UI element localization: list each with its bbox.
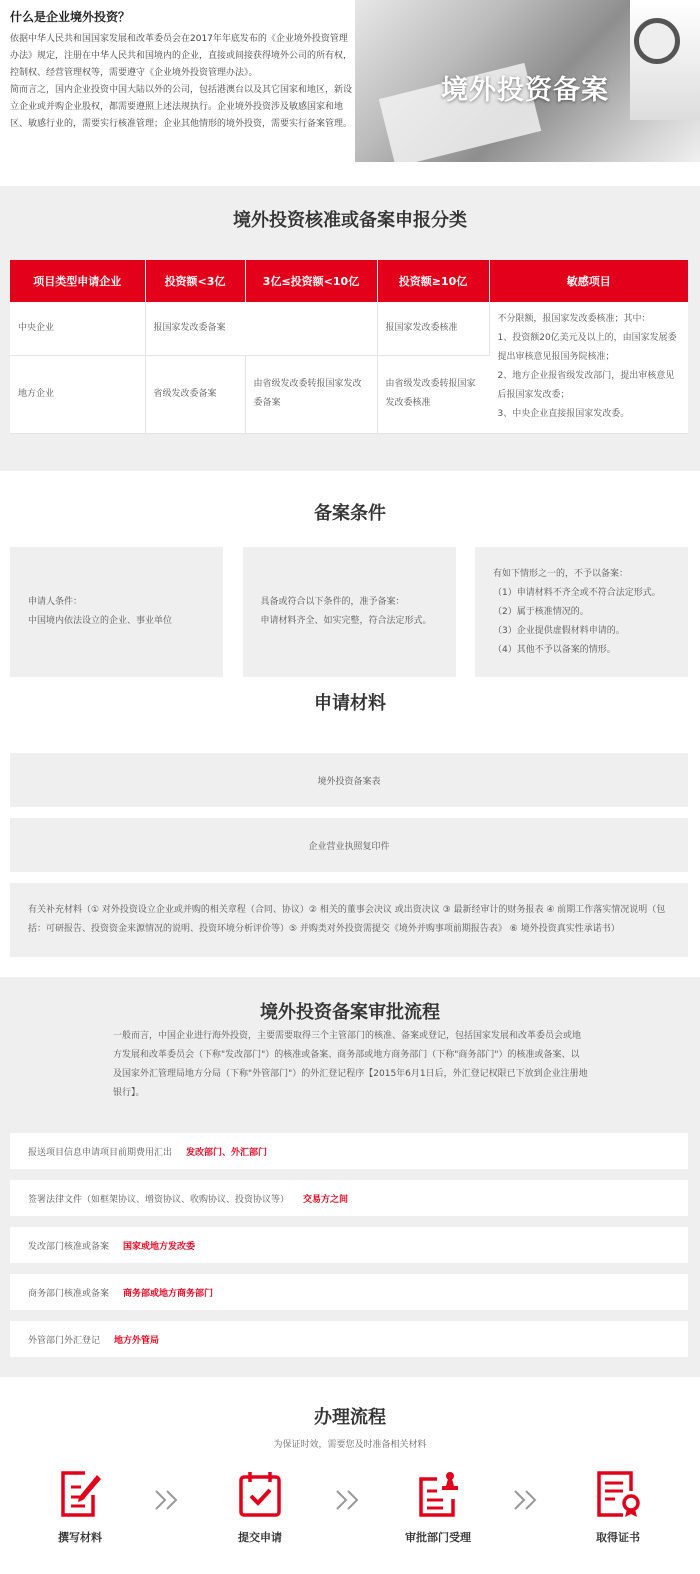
condition-card-applicant (10, 547, 223, 677)
material-item: 境外投资备案表 (10, 753, 688, 807)
approval-step-authority: 交易方之间 (303, 1194, 349, 1205)
sensitive-line: 不分限额，报国家发改委核准；其中： (497, 314, 651, 325)
approval-step-text: 商务部门核准或备案 (28, 1288, 110, 1299)
approval-step-authority: 发改部门、外汇部门 (186, 1147, 268, 1158)
certificate-icon (593, 1469, 643, 1519)
condition-line: （3）企业提供虚假材料申请的。 (493, 625, 625, 636)
process-step-label: 取得证书 (596, 1531, 640, 1544)
table-cell: 省级发改委备案 (145, 355, 245, 433)
table-cell: 由省级发改委转报国家发改委核准 (377, 355, 489, 433)
intro-text (10, 8, 352, 133)
approval-step-text: 外管部门外汇登记 (28, 1335, 101, 1346)
approval-stamp-icon (415, 1469, 461, 1519)
condition-card-approval (243, 547, 456, 677)
process-step-certificate (563, 1469, 673, 1545)
chevron-right-icon (513, 1489, 539, 1511)
approval-step-authority: 国家或地方发改委 (123, 1241, 196, 1252)
approval-description: 一般而言，中国企业进行海外投资，主要需要取得三个主管部门的核准、备案或登记，包括国家发展和改革委员会或地方发展和改革委员会（下称"发改部门"）的核准或备案、商务部或地方商务部门（下称"商务部门"）的核准或备案、以及国家外汇管理局地方分局（下称"外管部门"）的外汇登记程序【2015年6月1日后，外汇登记权限已下放到企业注册地银行】。 (113, 1031, 588, 1098)
process-title: 办理流程 (314, 1407, 386, 1428)
intro-title: 什么是企业境外投资？ (10, 10, 131, 24)
conditions-title: 备案条件 (314, 503, 386, 524)
sensitive-line: 2、地方企业报省级发改部门，提出审核意见后报国家发改委； (497, 371, 675, 401)
condition-line: 具备或符合以下条件的，准予备案： (260, 597, 405, 607)
approval-section (0, 977, 700, 1377)
conditions-cards (10, 547, 688, 677)
approval-step (10, 1227, 688, 1263)
intro-paragraph-1: 依据中华人民共和国国家发展和改革委员会在2017年年底发布的《企业境外投资管理办法》规定，注册在中华人民共和国境内的企业，直接或间接获得境外公司的所有权，控制权、经营管理权等，需要遵守《企业境外投资管理办法》。 (10, 34, 353, 78)
material-item: 企业营业执照复印件 (10, 818, 688, 872)
table-header-cell: 3亿≤投资额<10亿 (245, 260, 377, 302)
process-section (0, 1377, 700, 1574)
banner-image (355, 0, 700, 162)
table-header-cell: 投资额≥10亿 (377, 260, 489, 302)
table-row-central (10, 302, 688, 355)
sensitive-line: 3、中央企业直接报国家发改委。 (497, 409, 630, 420)
calendar-check-icon (237, 1469, 283, 1519)
intro-section (0, 0, 700, 186)
sensitive-line: 1、投资额20亿美元及以上的，由国家发展委提出审核意见报国务院核准； (497, 333, 677, 363)
table-cell: 报国家发改委备案 (145, 302, 377, 355)
table-cell: 报国家发改委核准 (377, 302, 489, 355)
condition-line: （1）申请材料不齐全或不符合法定形式。 (493, 587, 661, 598)
condition-card-rejection (475, 547, 688, 677)
table-cell-sensitive (489, 302, 688, 433)
approval-step-text: 报送项目信息申请项目前期费用汇出 (28, 1147, 173, 1158)
approval-step-authority: 商务部或地方商务部门 (123, 1288, 214, 1299)
condition-line: （4）其他不予以备案的情形。 (493, 644, 616, 655)
table-header-row (10, 260, 688, 302)
approval-step-text: 发改部门核准或备案 (28, 1241, 110, 1252)
process-step-submit (205, 1469, 315, 1545)
approval-step (10, 1133, 688, 1169)
write-document-icon (57, 1469, 103, 1519)
banner-title: 境外投资备案 (441, 75, 609, 106)
condition-line: 申请材料齐全、如实完整，符合法定形式。 (260, 616, 432, 626)
conditions-section (0, 471, 700, 977)
approval-step-authority: 地方外管局 (114, 1335, 160, 1346)
table-cell: 由省级发改委转报国家发改委备案 (245, 355, 377, 433)
classification-table (10, 260, 688, 434)
process-step-accept (383, 1469, 493, 1545)
table-cell: 中央企业 (10, 302, 145, 355)
process-step-write (25, 1469, 135, 1545)
approval-title: 境外投资备案审批流程 (260, 1002, 440, 1023)
process-step-label: 提交申请 (238, 1531, 282, 1544)
materials-title: 申请材料 (314, 693, 386, 714)
process-step-label: 审批部门受理 (405, 1531, 471, 1544)
table-header-cell: 投资额<3亿 (145, 260, 245, 302)
table-cell: 地方企业 (10, 355, 145, 433)
condition-line: 申请人条件： (28, 597, 83, 607)
material-item-supplementary: 有关补充材料（① 对外投资设立企业或并购的相关章程（合同、协议）② 相关的董事会决议 或出资决议 ③ 最新经审计的财务报表 ④ 前期工作落实情况说明（包括：可研报告、投资资金来源情况的说明、投资环境分析评价等）⑤ 并购类对外投资需提交《境外并购事项前期报告表》 ⑥ 境外投资真实性承诺书） (10, 883, 688, 957)
chevron-right-icon (154, 1489, 180, 1511)
approval-step (10, 1180, 688, 1216)
table-header-cell: 敏感项目 (489, 260, 688, 302)
condition-line: （2）属于核准情况的。 (493, 606, 589, 617)
approval-step (10, 1274, 688, 1310)
table-header-cell: 项目类型申请企业 (10, 260, 145, 302)
classification-title: 境外投资核准或备案申报分类 (233, 210, 467, 231)
banner-watch-graphic (634, 18, 680, 64)
process-step-label: 撰写材料 (58, 1531, 102, 1544)
approval-step-text: 签署法律文件（如框架协议、增资协议、收购协议、投资协议等） (28, 1194, 290, 1205)
condition-line: 中国境内依法设立的企业、事业单位 (28, 616, 173, 626)
intro-paragraph-2: 简而言之，国内企业投资中国大陆以外的公司，包括港澳台以及其它国家和地区，新设立企业或并购企业股权，都需要遵照上述法规执行。企业境外投资涉及敏感国家和地区、敏感行业的，需要实行核准管理；企业其他情形的境外投资，需要实行备案管理。 (10, 85, 353, 129)
chevron-right-icon (335, 1489, 361, 1511)
process-subtitle: 为保证时效，需要您及时准备相关材料 (273, 1440, 427, 1450)
approval-step (10, 1321, 688, 1357)
condition-line: 有如下情形之一的，不予以备案： (493, 568, 629, 579)
